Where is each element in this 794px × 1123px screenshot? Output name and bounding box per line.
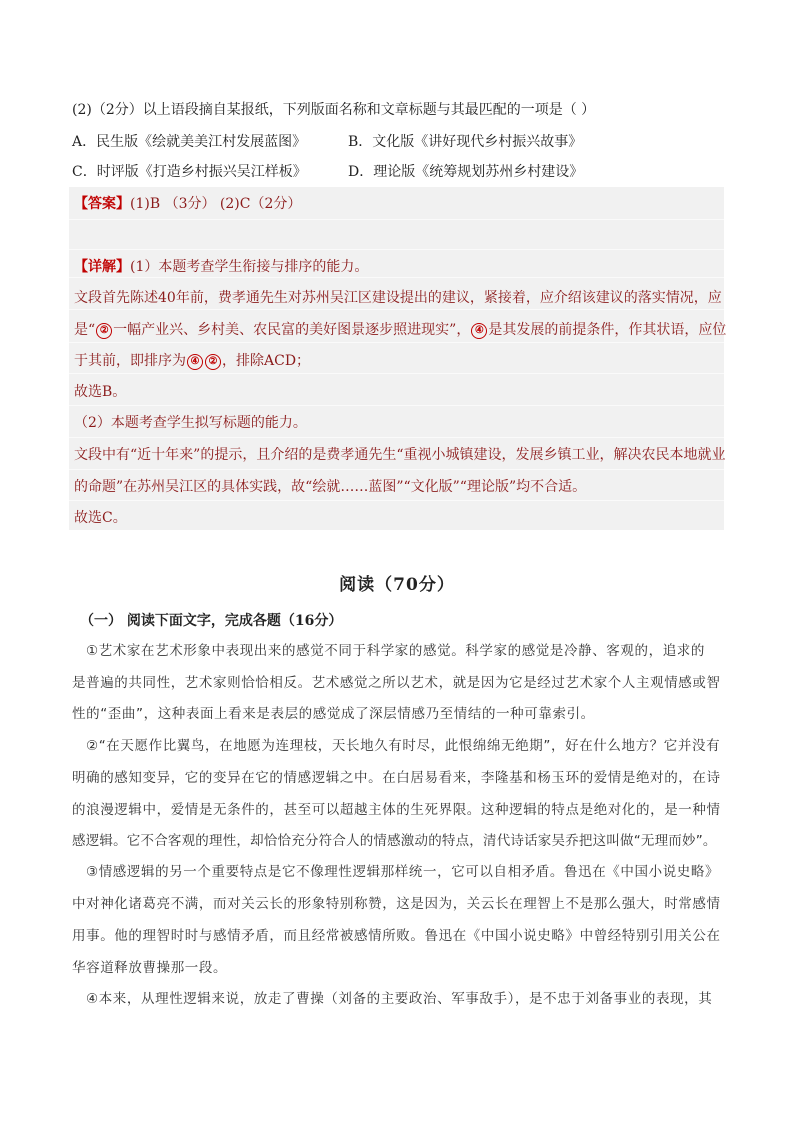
- answer-label: 【答案】: [74, 196, 130, 212]
- passage-line: 的浪漫逻辑中，爱情是无条件的，甚至可以超越主体的生死界限。这种逻辑的特点是绝对化的，是一种情: [72, 802, 721, 818]
- detail-line-2: 是“ ② 一幅产业兴、乡村美、农民富的美好图景逐步照进现实”， ④ 是其发展的前提条件，作其状语，应位: [74, 322, 727, 338]
- detail-line-5: 文段中有“近十年来”的提示，且介绍的是费孝通先生“重视小城镇建设，发展乡镇工业，解决农民本地就业: [74, 447, 726, 463]
- passage-line: 中对神化诸葛亮不满，而对关云长的形象特别称赞，这是因为，关云长在理智上不是那么强大，时常感情: [72, 896, 721, 912]
- option-d: D．理论版《统筹规划苏州乡村建设》: [348, 164, 584, 180]
- answer-text: (1)B （3分） (2)C（2分）: [130, 196, 302, 212]
- passage-line: 明确的感知变异，它的变异在它的情感逻辑之中。在白居易看来，李隆基和杨玉环的爱情是绝对的，在诗: [72, 770, 721, 786]
- circled-number: ④: [187, 354, 203, 370]
- answer-panel: [69, 187, 727, 530]
- option-b: B．文化版《讲好现代乡村振兴故事》: [348, 134, 583, 150]
- passage-line: ①艺术家在艺术形象中表现出来的感觉不同于科学家的感觉。科学家的感觉是冷静、客观的，追求的: [86, 643, 706, 659]
- option-c: C．时评版《打造乡村振兴吴江样板》: [72, 164, 307, 180]
- circled-number: ②: [96, 323, 112, 339]
- detail-label: 【详解】: [74, 259, 130, 275]
- circled-number: ②: [205, 354, 221, 370]
- answer-line: [74, 194, 301, 214]
- detail-head-1: 【详解】(1）本题考查学生衔接与排序的能力。: [74, 259, 369, 275]
- detail-line-7: 故选C。: [74, 510, 127, 526]
- passage-line: 是普遍的共同性，艺术家则恰恰相反。艺术感觉之所以艺术，就是因为它是经过艺术家个人主观情感或智: [72, 675, 721, 691]
- passage-line: 用事。他的理智时时与感情矛盾，而且经常被感情所败。鲁迅在《中国小说史略》中曾经特别引用关公在: [72, 928, 721, 944]
- detail-line-1: 文段首先陈述40年前，费孝通先生对苏州吴江区建设提出的建议，紧接着，应介绍该建议的落实情况，应: [74, 290, 722, 306]
- passage-line: ③情感逻辑的另一个重要特点是它不像理性逻辑那样统一，它可以自相矛盾。鲁迅在《中国小说史略》: [86, 864, 720, 880]
- passage-line: 华容道释放曹操那一段。: [72, 960, 228, 976]
- question-stem: (2)（2分）以上语段摘自某报纸，下列版面名称和文章标题与其最匹配的一项是（ ）: [72, 102, 596, 118]
- option-a: A．民生版《绘就美美江村发展蓝图》: [72, 134, 307, 150]
- circled-number: ④: [471, 323, 487, 339]
- detail-line-3: 于其前，即排序为 ④ ② ，排除ACD；: [74, 353, 311, 369]
- passage-line: ②“在天愿作比翼鸟，在地愿为连理枝，天长地久有时尽，此恨绵绵无绝期”，好在什么地方？它并没有: [86, 738, 721, 754]
- detail-line-4: 故选B。: [74, 384, 127, 400]
- detail-head-2: （2）本题考查学生拟写标题的能力。: [74, 415, 307, 431]
- passage-line: 性的“歪曲”，这种表面上看来是表层的感觉成了深层情感乃至情结的一种可靠索引。: [72, 706, 595, 722]
- detail-line-6: 的命题”在苏州吴江区的具体实践，故“绘就……蓝图”“文化版”“理论版”均不合适。: [74, 479, 587, 495]
- section-subtitle: （一） 阅读下面文字，完成各题（16分）: [80, 613, 343, 629]
- passage-line: ④本来，从理性逻辑来说，放走了曹操（刘备的主要政治、军事敌手），是不忠于刘备事业的表现，其: [86, 991, 713, 1007]
- passage-line: 感逻辑。它不合客观的理性，却恰恰充分符合人的情感激动的特点，清代诗话家吴乔把这叫做“无理而妙”。: [72, 833, 717, 849]
- section-title: 阅读（70分）: [339, 575, 455, 595]
